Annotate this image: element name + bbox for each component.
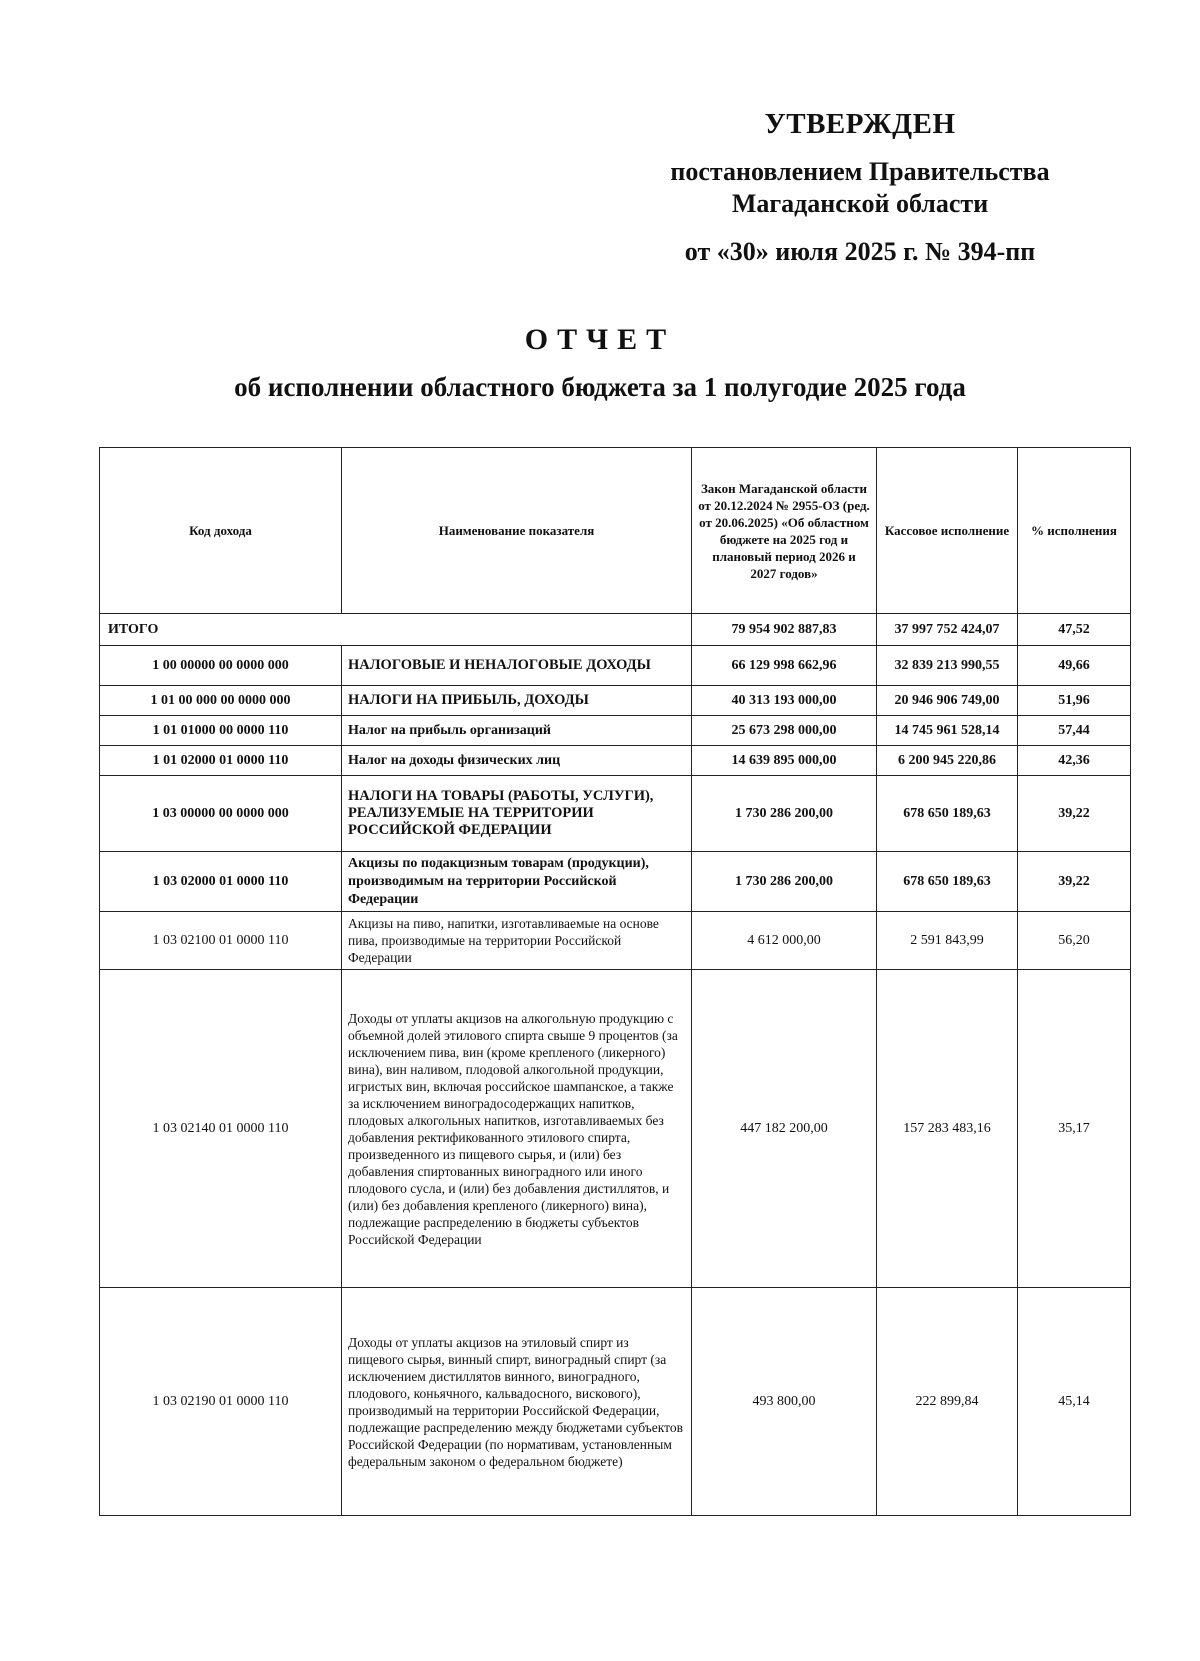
row-code: 1 03 00000 00 0000 000 — [100, 776, 342, 852]
table-row — [100, 686, 1131, 716]
header-pct: % исполнения — [1018, 448, 1131, 614]
row-cash: 2 591 843,99 — [877, 912, 1018, 970]
row-pct: 39,22 — [1018, 852, 1131, 912]
row-cash: 678 650 189,63 — [877, 776, 1018, 852]
table-row — [100, 646, 1131, 686]
row-law: 4 612 000,00 — [692, 912, 877, 970]
approval-line1: постановлением Правительства — [670, 157, 1050, 186]
row-cash: 14 745 961 528,14 — [877, 716, 1018, 746]
table-row-total — [100, 614, 1131, 646]
row-law: 1 730 286 200,00 — [692, 776, 877, 852]
row-name: Доходы от уплаты акцизов на алкогольную продукцию с объемной долей этилового спирта свыше 9 процентов (за исключением пива, вин (кроме крепленого (ликерного) вина), вин наливом, плодовой алкогольной продукции, игристых вин, включая российское шампанское, а также за исключением виноградосодержащих напитков, плодовых алкогольных напитков, изготавливаемых без добавления ректификованного этилового спирта, произведенного из пищевого сырья, и (или) без добавления спиртованных виноградного или иного плодового сусла, и (или) без добавления дистиллятов, и (или) без добавления крепленого (ликерного) вина), подлежащие распределению в бюджеты субъектов Российской Федерации — [342, 970, 692, 1288]
row-name: НАЛОГИ НА ПРИБЫЛЬ, ДОХОДЫ — [342, 686, 692, 716]
report-subtitle: об исполнении областного бюджета за 1 полугодие 2025 года — [234, 372, 966, 402]
table-row — [100, 970, 1131, 1288]
row-law: 447 182 200,00 — [692, 970, 877, 1288]
row-law: 66 129 998 662,96 — [692, 646, 877, 686]
row-code: 1 01 02000 01 0000 110 — [100, 746, 342, 776]
row-code: 1 03 02190 01 0000 110 — [100, 1288, 342, 1516]
header-law: Закон Магаданской области от 20.12.2024 № 2955-ОЗ (ред. от 20.06.2025) «Об областном бюджете на 2025 год и плановый период 2026 и 2027 годов» — [692, 448, 877, 614]
row-code: 1 01 01000 00 0000 110 — [100, 716, 342, 746]
row-cash: 6 200 945 220,86 — [877, 746, 1018, 776]
row-pct: 57,44 — [1018, 716, 1131, 746]
row-cash: 32 839 213 990,55 — [877, 646, 1018, 686]
budget-table — [99, 447, 1131, 1516]
row-pct: 35,17 — [1018, 970, 1131, 1288]
approval-block — [640, 108, 1080, 268]
approval-date: от «30» июля 2025 г. № 394-пп — [684, 237, 1036, 266]
total-cash: 37 997 752 424,07 — [877, 614, 1018, 646]
row-code: 1 03 02000 01 0000 110 — [100, 852, 342, 912]
row-pct: 56,20 — [1018, 912, 1131, 970]
table-row — [100, 776, 1131, 852]
row-law: 493 800,00 — [692, 1288, 877, 1516]
table-row — [100, 716, 1131, 746]
row-pct: 51,96 — [1018, 686, 1131, 716]
row-law: 1 730 286 200,00 — [692, 852, 877, 912]
total-label: ИТОГО — [100, 614, 692, 646]
row-code: 1 03 02100 01 0000 110 — [100, 912, 342, 970]
row-code: 1 01 00 000 00 0000 000 — [100, 686, 342, 716]
row-pct: 49,66 — [1018, 646, 1131, 686]
table-row — [100, 746, 1131, 776]
total-pct: 47,52 — [1018, 614, 1131, 646]
row-law: 25 673 298 000,00 — [692, 716, 877, 746]
approval-title: УТВЕРЖДЕН — [764, 108, 956, 140]
report-title: ОТЧЕТ — [524, 323, 676, 356]
table-header-row — [100, 448, 1131, 614]
row-code: 1 03 02140 01 0000 110 — [100, 970, 342, 1288]
row-cash: 222 899,84 — [877, 1288, 1018, 1516]
row-name: Акцизы по подакцизным товарам (продукции), производимым на территории Российской Федерации — [342, 852, 692, 912]
row-cash: 20 946 906 749,00 — [877, 686, 1018, 716]
row-name: НАЛОГИ НА ТОВАРЫ (РАБОТЫ, УСЛУГИ), РЕАЛИЗУЕМЫЕ НА ТЕРРИТОРИИ РОССИЙСКОЙ ФЕДЕРАЦИИ — [342, 776, 692, 852]
row-name: Налог на доходы физических лиц — [342, 746, 692, 776]
row-pct: 42,36 — [1018, 746, 1131, 776]
row-code: 1 00 00000 00 0000 000 — [100, 646, 342, 686]
row-law: 14 639 895 000,00 — [692, 746, 877, 776]
row-name: Доходы от уплаты акцизов на этиловый спирт из пищевого сырья, винный спирт, виноградный спирт (за исключением дистиллятов винного, виноградного, плодового, коньячного, кальвадосного, вискового), производимый на территории Российской Федерации, подлежащие распределению между бюджетами субъектов Российской Федерации (по нормативам, установленным федеральным законом о федеральном бюджете) — [342, 1288, 692, 1516]
row-pct: 39,22 — [1018, 776, 1131, 852]
header-name: Наименование показателя — [342, 448, 692, 614]
header-code: Код дохода — [100, 448, 342, 614]
row-name: Налог на прибыль организаций — [342, 716, 692, 746]
row-name: НАЛОГОВЫЕ И НЕНАЛОГОВЫЕ ДОХОДЫ — [342, 646, 692, 686]
row-cash: 678 650 189,63 — [877, 852, 1018, 912]
row-pct: 45,14 — [1018, 1288, 1131, 1516]
table-row — [100, 852, 1131, 912]
row-name: Акцизы на пиво, напитки, изготавливаемые на основе пива, производимые на территории Российской Федерации — [342, 912, 692, 970]
header-cash: Кассовое исполнение — [877, 448, 1018, 614]
approval-line2: Магаданской области — [731, 189, 989, 218]
row-cash: 157 283 483,16 — [877, 970, 1018, 1288]
table-row — [100, 912, 1131, 970]
total-law: 79 954 902 887,83 — [692, 614, 877, 646]
row-law: 40 313 193 000,00 — [692, 686, 877, 716]
table-row — [100, 1288, 1131, 1516]
